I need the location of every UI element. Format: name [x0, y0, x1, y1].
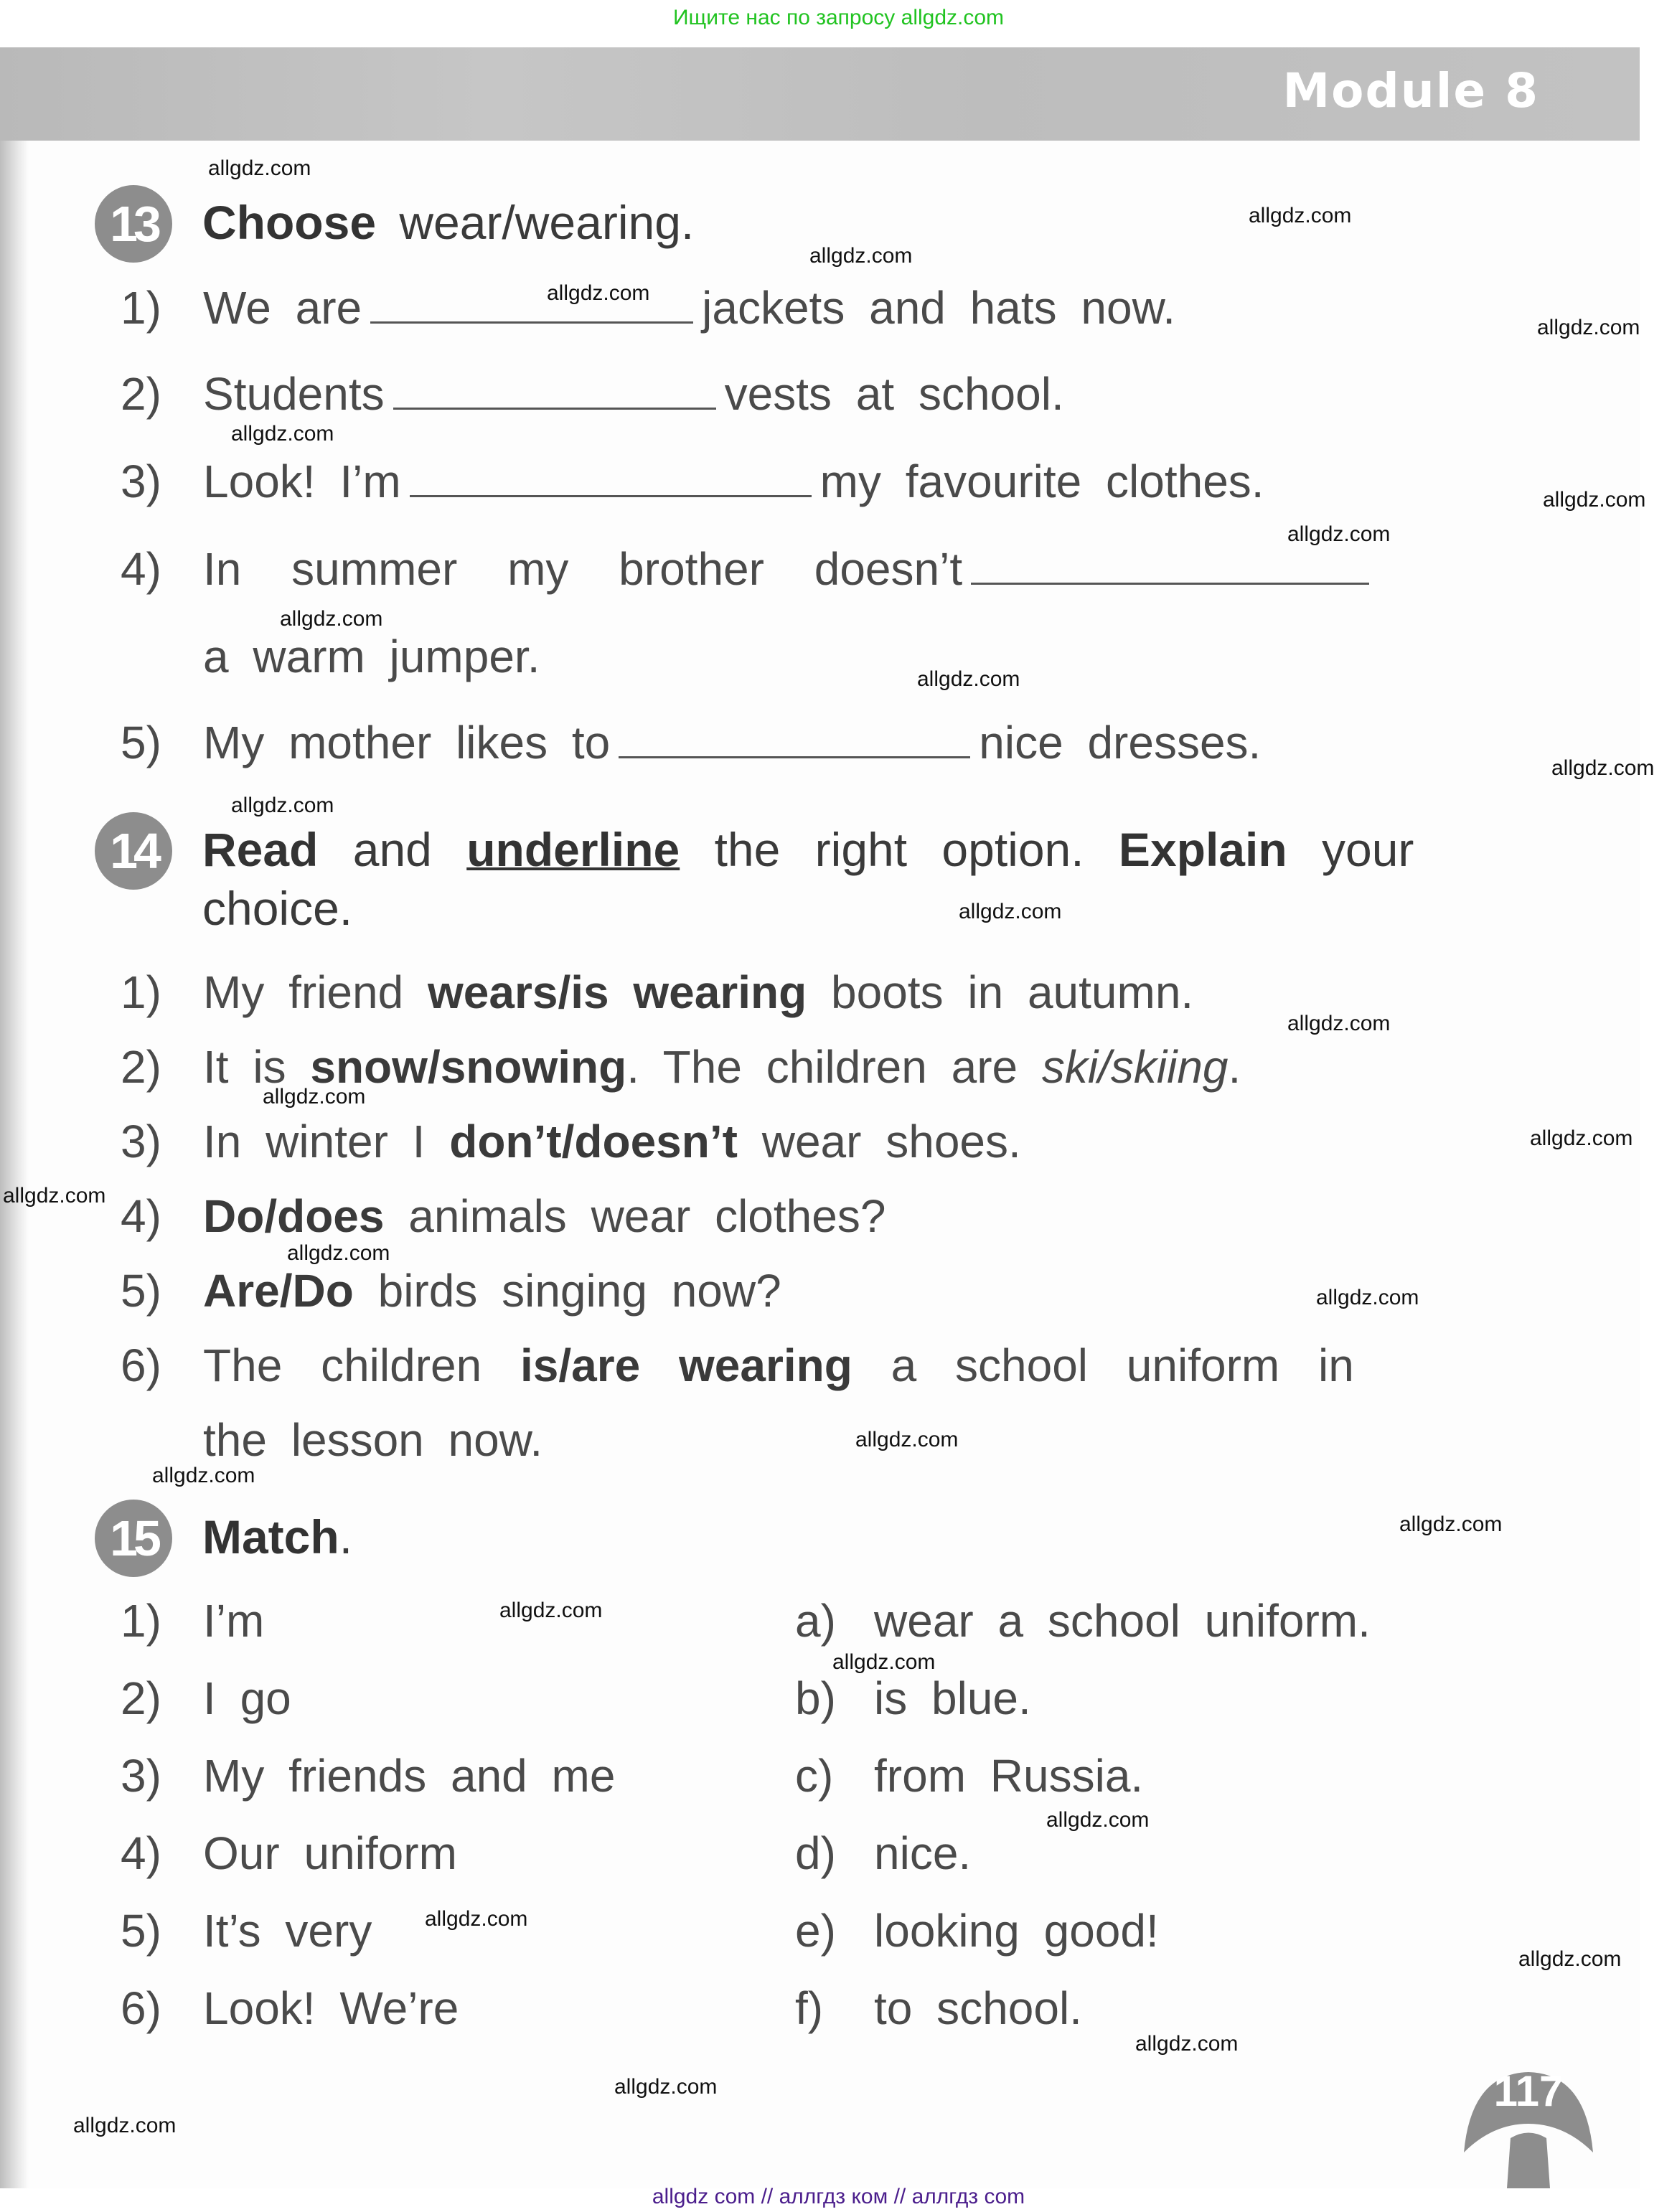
match-left-1[interactable] [121, 1594, 264, 1647]
heading-bold: Read [202, 823, 319, 876]
watermark: allgdz.com [959, 900, 1062, 923]
watermark: allgdz.com [1046, 1808, 1150, 1832]
item-text: My mother likes to [203, 717, 611, 768]
exercise-13-item-2 [121, 367, 1064, 420]
watermark: allgdz.com [614, 2075, 718, 2099]
item-text: Look! I’m [203, 456, 401, 507]
exercise-13-item-5 [121, 716, 1261, 769]
exercise-number-badge: 14 [95, 812, 172, 890]
item-text: I go [203, 1672, 291, 1724]
match-right-b[interactable] [795, 1672, 1031, 1725]
option-choice[interactable]: Are/Do [203, 1265, 354, 1317]
item-text: my favourite clothes. [819, 456, 1264, 507]
watermark: allgdz.com [1316, 1286, 1419, 1309]
item-text: is blue. [874, 1672, 1031, 1724]
item-number: 6) [121, 1982, 161, 2034]
match-left-4[interactable] [121, 1827, 457, 1880]
item-number: 3) [121, 1116, 161, 1167]
option-choice[interactable]: Do/does [203, 1190, 385, 1242]
heading-text: the right option. [714, 823, 1084, 876]
answer-blank[interactable] [971, 547, 1369, 585]
item-number: 4) [121, 543, 161, 595]
match-left-3[interactable] [121, 1749, 615, 1802]
footer-banner[interactable]: allgdz com // аллгдз ком // аллгдз com [652, 2185, 1025, 2208]
watermark: allgdz.com [1543, 488, 1646, 512]
match-right-a[interactable] [795, 1594, 1371, 1647]
item-number: 1) [121, 966, 161, 1018]
item-text: It is [203, 1041, 286, 1093]
item-letter: e) [795, 1905, 836, 1957]
answer-blank[interactable] [619, 720, 970, 758]
exercise-13-item-4-continuation: a warm jumper. [203, 631, 540, 682]
option-choice-italic[interactable]: ski/skiing [1041, 1041, 1229, 1093]
item-text: In winter I [203, 1116, 426, 1167]
item-text: nice dresses. [979, 717, 1262, 768]
answer-blank[interactable] [393, 372, 716, 410]
item-letter: d) [795, 1827, 836, 1879]
item-text: Look! We’re [203, 1982, 459, 2034]
answer-blank[interactable] [410, 459, 812, 497]
watermark: allgdz.com [152, 1464, 255, 1487]
match-left-5[interactable] [121, 1904, 372, 1957]
exercise-14-item-3 [121, 1115, 1021, 1168]
item-text: . [1228, 1041, 1241, 1093]
watermark: allgdz.com [287, 1241, 390, 1265]
item-text: from Russia. [874, 1750, 1144, 1802]
watermark: allgdz.com [280, 607, 383, 631]
heading-text: your [1322, 823, 1414, 876]
item-text: boots in autumn. [831, 966, 1194, 1018]
exercise-14-item-4 [121, 1190, 886, 1243]
watermark: allgdz.com [231, 422, 334, 446]
watermark: allgdz.com [499, 1599, 603, 1622]
heading-text: and [352, 823, 432, 876]
watermark: allgdz.com [917, 667, 1020, 691]
watermark: allgdz.com [1399, 1512, 1503, 1536]
option-choice[interactable]: snow/snowing [310, 1041, 627, 1093]
exercise-14-heading-line2: choice. [202, 882, 353, 935]
watermark: allgdz.com [231, 794, 334, 817]
watermark: allgdz.com [1287, 522, 1391, 546]
item-number: 3) [121, 1750, 161, 1802]
item-number: 2) [121, 1041, 161, 1093]
item-letter: a) [795, 1595, 836, 1647]
exercise-14-heading [202, 822, 1414, 877]
exercise-15-heading [202, 1510, 352, 1564]
item-text: jackets and hats now. [702, 282, 1176, 334]
exercise-14-item-6 [121, 1339, 1354, 1392]
watermark: allgdz.com [1518, 1947, 1622, 1971]
match-left-6[interactable] [121, 1982, 459, 2035]
heading-bold: Choose [202, 196, 377, 249]
heading-text: wear/wearing. [399, 196, 695, 249]
heading-text: . [339, 1510, 353, 1563]
watermark: allgdz.com [547, 281, 650, 305]
watermark: allgdz.com [3, 1184, 106, 1208]
exercise-14-item-5 [121, 1264, 781, 1317]
exercise-13-item-3 [121, 455, 1264, 508]
watermark: allgdz.com [809, 244, 913, 268]
item-text: The children [203, 1340, 482, 1391]
item-text: It’s very [203, 1905, 372, 1957]
exercise-number-badge: 13 [95, 185, 172, 263]
watermark: allgdz.com [73, 2114, 177, 2137]
watermark: allgdz.com [263, 1085, 366, 1109]
item-text: nice. [874, 1827, 972, 1879]
item-letter: b) [795, 1672, 836, 1724]
match-right-f[interactable] [795, 1982, 1082, 2035]
exercise-13-heading [202, 195, 694, 250]
item-number: 5) [121, 717, 161, 768]
match-right-c[interactable] [795, 1749, 1143, 1802]
item-text: vests at school. [724, 368, 1064, 420]
page-number: 117 [1493, 2067, 1564, 2115]
exercise-14-item-6-continuation: the lesson now. [203, 1414, 543, 1466]
page-binding-shadow [0, 47, 29, 2188]
item-number: 2) [121, 1672, 161, 1724]
watermark: allgdz.com [1530, 1126, 1633, 1150]
item-text: My friend [203, 966, 404, 1018]
item-text: Our uniform [203, 1827, 457, 1879]
option-choice[interactable]: wears/is wearing [427, 966, 807, 1018]
item-number: 1) [121, 282, 161, 334]
item-text: Students [203, 368, 385, 420]
option-choice[interactable]: is/are wearing [520, 1340, 852, 1391]
heading-bold: Match [202, 1510, 339, 1563]
item-text: birds singing now? [377, 1265, 781, 1317]
item-number: 6) [121, 1340, 161, 1391]
top-banner[interactable]: Ищите нас по запросу allgdz.com [672, 6, 1005, 29]
watermark: allgdz.com [1135, 2032, 1239, 2056]
item-number: 1) [121, 1595, 161, 1647]
item-text: a school uniform in [891, 1340, 1354, 1391]
exercise-14-item-1 [121, 966, 1193, 1019]
item-letter: f) [795, 1982, 824, 2034]
match-left-2[interactable] [121, 1672, 291, 1725]
watermark: allgdz.com [425, 1907, 528, 1931]
item-text: In summer my brother doesn’t [203, 543, 963, 595]
item-text: animals wear clothes? [408, 1190, 886, 1242]
module-title: Module 8 [1282, 63, 1539, 118]
item-text: wear shoes. [761, 1116, 1021, 1167]
item-number: 4) [121, 1190, 161, 1242]
item-text: I’m [203, 1595, 265, 1647]
watermark: allgdz.com [1287, 1012, 1391, 1035]
item-number: 4) [121, 1827, 161, 1879]
exercise-number-badge: 15 [95, 1500, 172, 1577]
item-text: My friends and me [203, 1750, 616, 1802]
item-letter: c) [795, 1750, 834, 1802]
watermark: allgdz.com [208, 156, 311, 180]
heading-bold: Explain [1118, 823, 1287, 876]
item-text: to school. [874, 1982, 1082, 2034]
item-text: We are [203, 282, 362, 334]
exercise-13-item-4 [121, 542, 1378, 596]
item-text: wear a school uniform. [874, 1595, 1371, 1647]
match-right-d[interactable] [795, 1827, 971, 1880]
item-text: looking good! [874, 1905, 1159, 1957]
item-number: 5) [121, 1265, 161, 1317]
heading-underlined: underline [466, 823, 680, 876]
item-number: 3) [121, 456, 161, 507]
option-choice[interactable]: don’t/doesn’t [449, 1116, 738, 1167]
match-right-e[interactable] [795, 1904, 1159, 1957]
item-text: . The children are [626, 1041, 1018, 1093]
item-number: 5) [121, 1905, 161, 1957]
watermark: allgdz.com [855, 1428, 959, 1451]
item-number: 2) [121, 368, 161, 420]
watermark: allgdz.com [1249, 204, 1352, 227]
watermark: allgdz.com [1551, 756, 1655, 780]
watermark: allgdz.com [832, 1650, 936, 1674]
watermark: allgdz.com [1537, 316, 1640, 339]
